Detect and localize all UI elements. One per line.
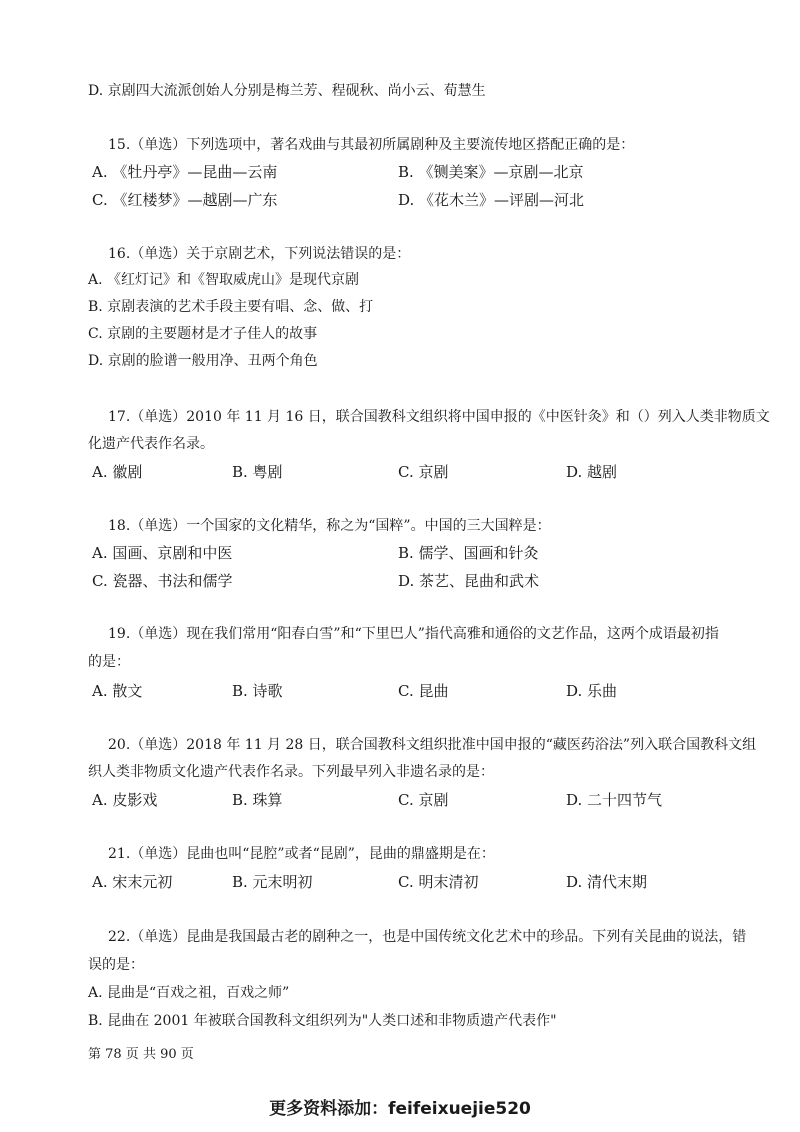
q22-option-b: B. 昆曲在 2001 年被联合国教科文组织列为"人类口述和非物质遗产代表作" bbox=[88, 1013, 557, 1029]
q19-stem-line1: 19.（单选）现在我们常用“阳春白雪”和“下里巴人”指代高雅和通俗的文艺作品，这两个成语最初指 bbox=[108, 626, 719, 642]
q17-stem-line1: 17.（单选）2010 年 11 月 16 日，联合国教科文组织将中国申报的《中医针灸》和（）列入人类非物质文 bbox=[108, 409, 770, 425]
promo-text: 更多资料添加：feifeixuejie520 bbox=[269, 1099, 531, 1119]
q20-stem-line2: 织人类非物质文化遗产代表作名录。下列最早列入非遗名录的是： bbox=[88, 764, 494, 780]
q16-option-d: D. 京剧的脸谱一般用净、丑两个角色 bbox=[88, 353, 318, 369]
q16-option-a: A. 《红灯记》和《智取威虎山》是现代京剧 bbox=[88, 272, 360, 288]
q18-stem: 18.（单选）一个国家的文化精华，称之为“国粹”。中国的三大国粹是： bbox=[108, 518, 551, 534]
q18-option-a: A. 国画、京剧和中医 bbox=[92, 544, 233, 562]
q17-option-a: A. 徽剧 bbox=[92, 463, 143, 481]
page-footer: 第 78 页 共 90 页 bbox=[88, 1047, 194, 1062]
q20-option-b: B. 珠算 bbox=[232, 791, 283, 809]
q20-option-c: C. 京剧 bbox=[398, 791, 449, 809]
q18-option-c: C. 瓷器、书法和儒学 bbox=[92, 572, 233, 590]
q17-option-d: D. 越剧 bbox=[566, 463, 618, 481]
q15-option-a: A. 《牡丹亭》—昆曲—云南 bbox=[92, 163, 278, 181]
q15-option-d: D. 《花木兰》—评剧—河北 bbox=[398, 191, 585, 209]
q16-option-c: C. 京剧的主要题材是才子佳人的故事 bbox=[88, 326, 318, 342]
q21-stem: 21.（单选）昆曲也叫“昆腔”或者“昆剧”，昆曲的鼎盛期是在： bbox=[108, 846, 495, 862]
q19-option-b: B. 诗歌 bbox=[232, 682, 283, 700]
q18-option-d: D. 茶艺、昆曲和武术 bbox=[398, 572, 540, 590]
q20-option-a: A. 皮影戏 bbox=[92, 791, 158, 809]
q20-stem-line1: 20.（单选）2018 年 11 月 28 日，联合国教科文组织批准中国申报的“藏医药浴法”列入联合国教科文组 bbox=[108, 737, 757, 753]
q19-stem-line2: 的是： bbox=[88, 654, 130, 670]
q15-option-c: C. 《红楼梦》—越剧—广东 bbox=[92, 191, 278, 209]
q21-option-b: B. 元末明初 bbox=[232, 873, 313, 891]
q15-stem: 15.（单选）下列选项中，著名戏曲与其最初所属剧种及主要流传地区搭配正确的是： bbox=[108, 137, 635, 153]
q19-option-a: A. 散文 bbox=[92, 682, 143, 700]
q15-option-b: B. 《铡美案》—京剧—北京 bbox=[398, 163, 584, 181]
q20-option-d: D. 二十四节气 bbox=[566, 791, 663, 809]
q16-stem: 16.（单选）关于京剧艺术，下列说法错误的是： bbox=[108, 246, 411, 262]
q19-option-d: D. 乐曲 bbox=[566, 682, 618, 700]
q21-option-a: A. 宋末元初 bbox=[92, 873, 173, 891]
q17-option-c: C. 京剧 bbox=[398, 463, 449, 481]
q16-option-b: B. 京剧表演的艺术手段主要有唱、念、做、打 bbox=[88, 299, 374, 315]
q14-option-d: D. 京剧四大流派创始人分别是梅兰芳、程砚秋、尚小云、荀慧生 bbox=[88, 83, 486, 99]
q22-option-a: A. 昆曲是“百戏之祖，百戏之师” bbox=[88, 985, 290, 1001]
q22-stem-line2: 误的是： bbox=[88, 957, 144, 973]
q18-option-b: B. 儒学、国画和针灸 bbox=[398, 544, 539, 562]
q17-stem-line2: 化遗产代表作名录。 bbox=[88, 436, 214, 452]
q22-stem-line1: 22.（单选）昆曲是我国最古老的剧种之一，也是中国传统文化艺术中的珍品。下列有关昆曲的说法，错 bbox=[108, 929, 747, 945]
q19-option-c: C. 昆曲 bbox=[398, 682, 449, 700]
q21-option-d: D. 清代末期 bbox=[566, 873, 648, 891]
q21-option-c: C. 明末清初 bbox=[398, 873, 479, 891]
q17-option-b: B. 粤剧 bbox=[232, 463, 283, 481]
